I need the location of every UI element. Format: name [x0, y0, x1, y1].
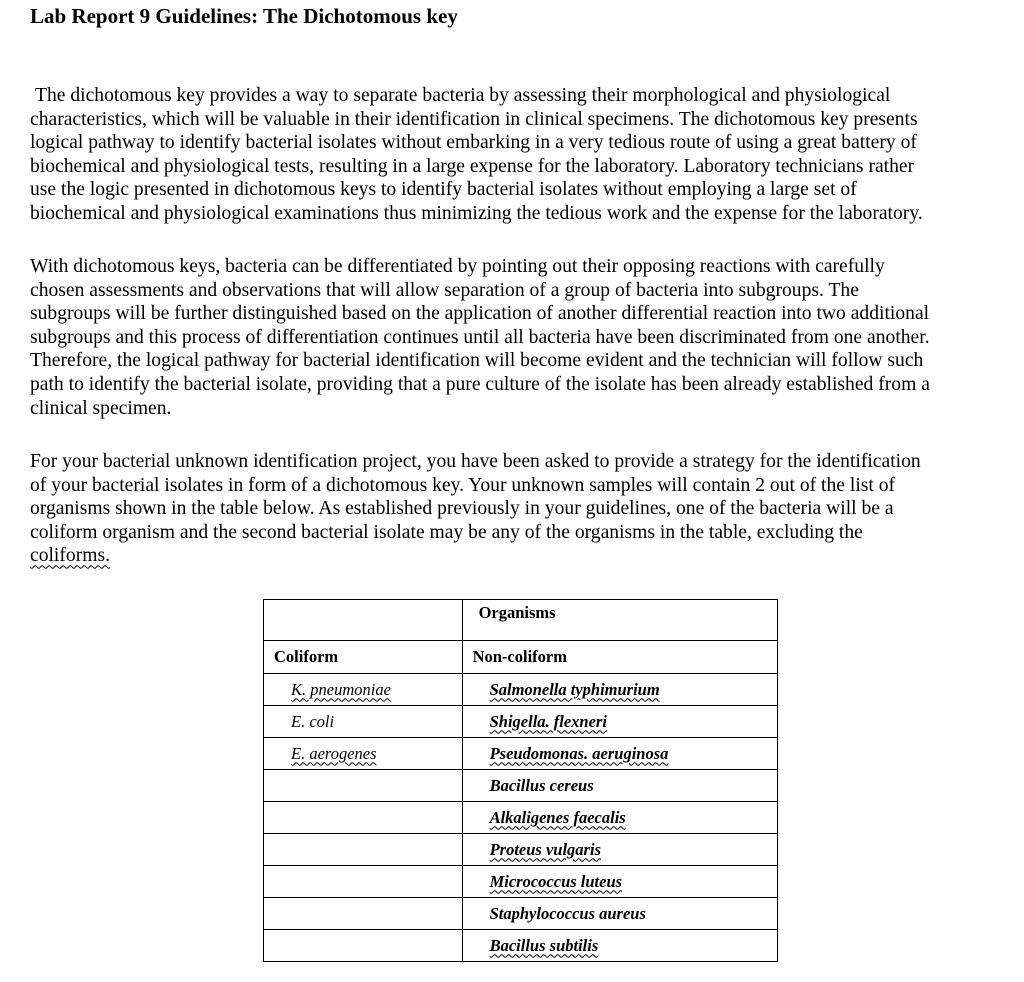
table-cell — [462, 834, 777, 866]
coliform-organism — [264, 840, 291, 859]
text-line: biochemical and physiological examinations thus minimizing the tedious work and the expense for the laboratory. — [30, 202, 923, 224]
coliform-organism — [264, 872, 291, 891]
text-line: The dichotomous key provides a way to separate bacteria by assessing their morphological and physiological — [35, 85, 891, 106]
paragraph-differentiation — [30, 255, 1024, 420]
coliform-organism — [264, 936, 291, 955]
text-line: clinical specimen. — [30, 397, 172, 419]
non-coliform-organism: Micrococcus luteus — [489, 871, 623, 891]
organisms-table — [263, 599, 778, 962]
non-coliform-organism: Salmonella typhimurium — [489, 679, 660, 699]
text-line: chosen assessments and observations that will allow separation of a group of bacteria into subgroups. The — [30, 279, 859, 301]
table-cell — [462, 674, 777, 706]
non-coliform-organism: Proteus vulgaris — [489, 839, 601, 859]
table-row — [264, 738, 778, 770]
table-row — [264, 866, 778, 898]
table-cell — [264, 641, 463, 674]
non-coliform-organism: Pseudomonas. aeruginosa — [489, 743, 669, 763]
text-line: use the logic presented in dichotomous keys to identify bacterial isolates without employing a large set of — [30, 179, 857, 201]
non-coliform-organism: Bacillus cereus — [489, 775, 594, 795]
text-line: path to identify the bacterial isolate, providing that a pure culture of the isolate has been already established from a — [30, 373, 930, 395]
table-row — [264, 834, 778, 866]
table-subheader-row — [264, 641, 778, 674]
non-coliform-organism: Alkaligenes faecalis — [489, 807, 626, 827]
non-coliform-organism: Shigella. flexneri — [489, 711, 607, 731]
text-line: subgroups and this process of differentiation continues until all bacteria have been discriminated from one another. — [30, 326, 930, 348]
non-coliform-organism: Staphylococcus aureus — [489, 903, 646, 923]
text-line: Therefore, the logical pathway for bacterial identification will become evident and the technician will follow such — [30, 350, 924, 372]
table-row — [264, 930, 778, 962]
spellcheck-word: coliforms. — [30, 545, 110, 567]
table-cell — [264, 706, 463, 738]
coliform-organism — [264, 808, 291, 827]
table-cell — [462, 930, 777, 962]
table-row — [264, 674, 778, 706]
table-cell — [462, 898, 777, 930]
table-cell — [264, 930, 463, 962]
table-cell — [462, 641, 777, 674]
text-line: biochemical and physiological tests, resulting in a large expense for the laboratory. Laboratory technicians rather — [30, 155, 915, 177]
table-cell — [462, 802, 777, 834]
text-line: With dichotomous keys, bacteria can be differentiated by pointing out their opposing reactions with carefully — [30, 256, 885, 277]
coliform-organism: K. pneumoniae — [291, 679, 391, 699]
text-line: subgroups will be further distinguished based on the application of another differential reaction into two additional — [30, 303, 930, 325]
table-cell — [264, 674, 463, 706]
text-line: logical pathway to identify bacterial isolates without embarking in a very tedious route of using a great battery of — [30, 132, 917, 154]
coliform-header: Coliform — [274, 647, 339, 666]
text-line: of your bacterial isolates in form of a dichotomous key. Your unknown samples will contain 2 out of the list of — [30, 474, 896, 496]
table-row — [264, 706, 778, 738]
table-cell — [462, 738, 777, 770]
text-line — [30, 544, 1024, 568]
coliform-organism — [264, 904, 291, 923]
table-row — [264, 898, 778, 930]
text-line: characteristics, which will be valuable in their identification in clinical specimens. The dichotomous key presents — [30, 108, 918, 130]
table-cell — [264, 600, 463, 641]
table-row — [264, 802, 778, 834]
table-cell — [462, 600, 777, 641]
table-header-row — [264, 600, 778, 641]
table-row — [264, 770, 778, 802]
paragraph-intro — [30, 84, 1024, 226]
page-title: Lab Report 9 Guidelines: The Dichotomous key — [30, 4, 458, 28]
table-cell — [264, 738, 463, 770]
coliform-organism: E. aerogenes — [291, 743, 377, 763]
text-line: For your bacterial unknown identification project, you have been asked to provide a strategy for the identification — [30, 451, 921, 472]
paragraph-project — [30, 450, 1024, 568]
organisms-header: Organisms — [478, 603, 556, 622]
table-cell — [264, 898, 463, 930]
table-cell — [462, 866, 777, 898]
coliform-organism — [264, 776, 291, 795]
text-line: coliform organism and the second bacterial isolate may be any of the organisms in the table, excluding the — [30, 521, 863, 543]
table-cell — [462, 770, 777, 802]
table-cell — [264, 866, 463, 898]
non-coliform-organism: Bacillus subtilis — [489, 935, 599, 955]
table-cell — [264, 802, 463, 834]
table-cell — [264, 770, 463, 802]
coliform-organism: E. coli — [291, 711, 335, 731]
non-coliform-header: Non-coliform — [472, 647, 567, 666]
table-cell — [462, 706, 777, 738]
text-line: organisms shown in the table below. As established previously in your guidelines, one of the bacteria will be a — [30, 498, 894, 520]
table-cell — [264, 834, 463, 866]
